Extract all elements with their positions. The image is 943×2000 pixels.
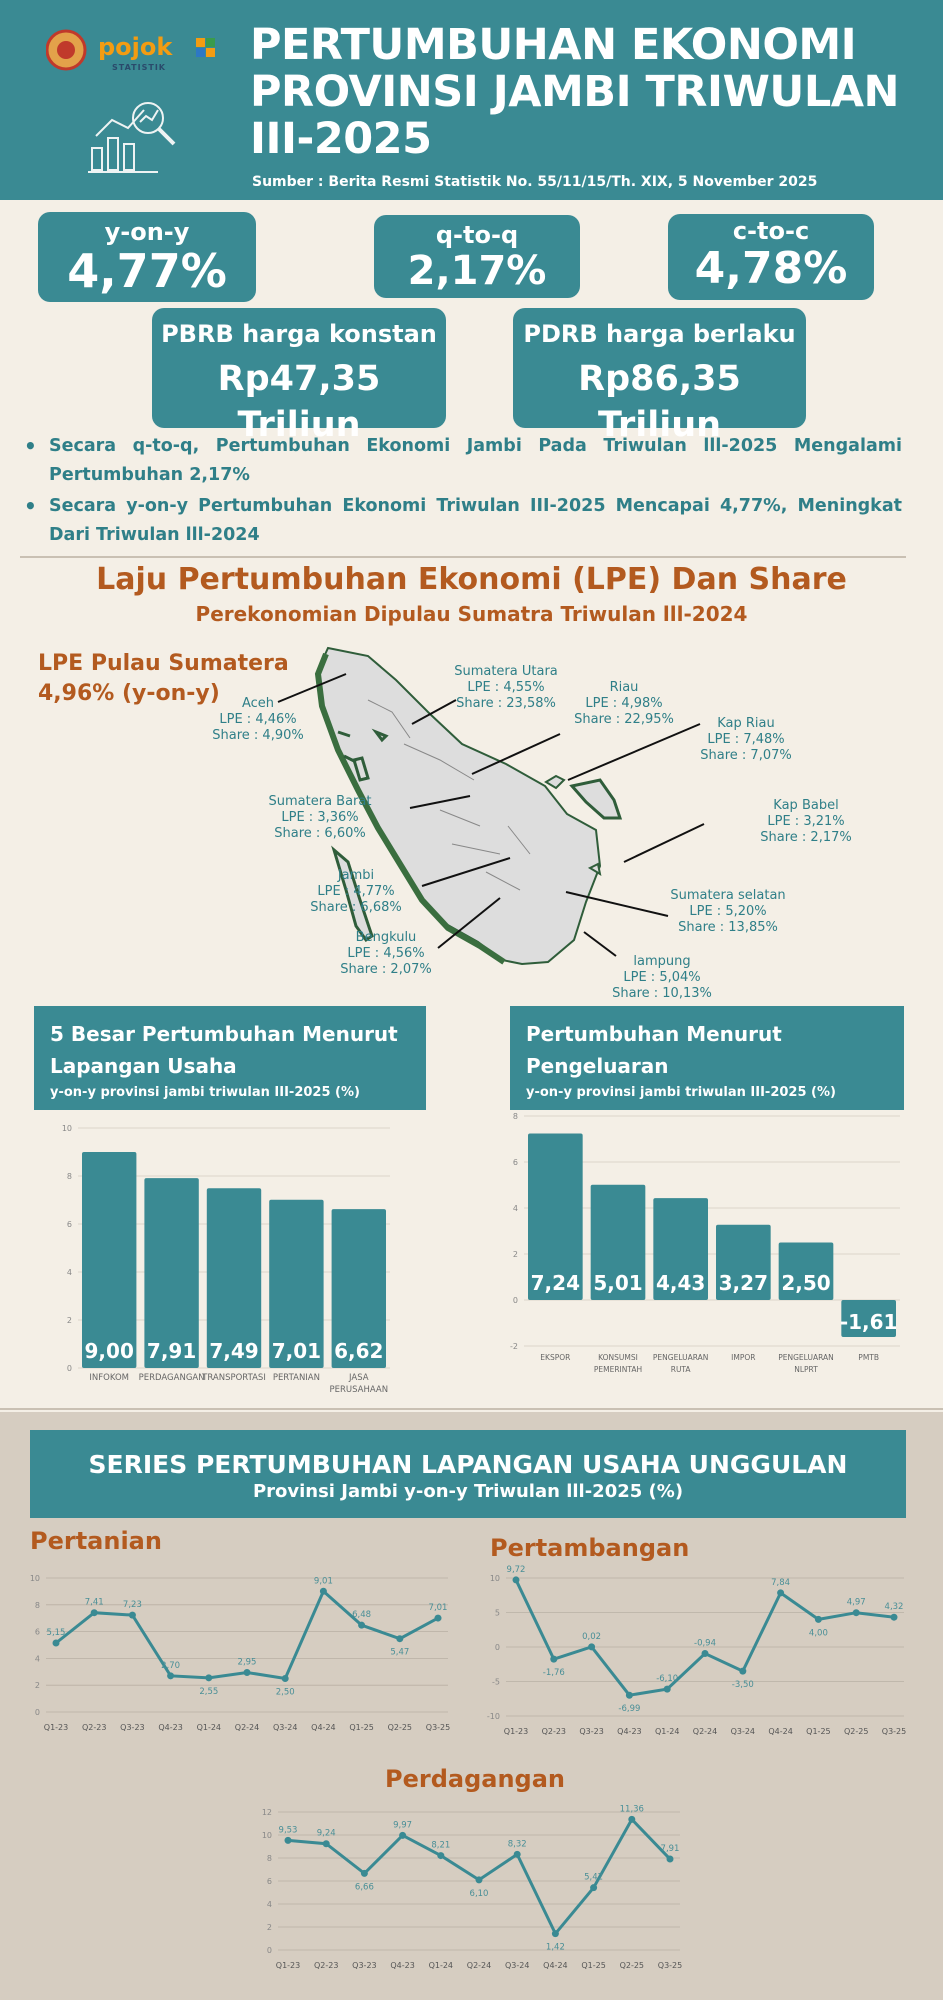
data-label: -6,10 [656,1674,679,1685]
region-riau: Riau LPE : 4,98% Share : 22,95% [574,680,674,727]
y-tick-label: 0 [512,1296,518,1305]
x-category-label: TRANSPORTASI [202,1373,266,1383]
bar-value-label: 5,01 [593,1271,643,1295]
x-tick-label: Q2-24 [234,1723,260,1732]
y-tick-label: 5 [494,1608,500,1618]
perdagangan-title: Perdagangan [385,1765,565,1793]
y-tick-label: 8 [266,1854,272,1863]
x-tick-label: Q1-23 [43,1723,69,1732]
data-label: 4,00 [808,1628,828,1639]
y-tick-label: -5 [492,1677,500,1687]
x-tick-label: Q4-23 [390,1961,415,1970]
data-label: 7,91 [660,1844,680,1855]
x-tick-label: Q3-23 [120,1723,145,1732]
data-point [435,1615,442,1622]
data-label: 1,42 [545,1942,565,1953]
perdagangan-line-chart [260,1800,690,1970]
data-label: 6,66 [354,1882,374,1893]
bar-value-label: 7,49 [209,1339,259,1363]
bar-value-label: 9,00 [84,1339,134,1363]
data-point [777,1589,784,1596]
x-tick-label: Q1-24 [428,1961,454,1970]
stat-pdrb-konstan-label: PBRB harga konstan [161,320,437,348]
data-point [361,1870,368,1877]
x-category-label: PERTANIAN [272,1373,320,1383]
x-category-label: PERUSAHAAN [329,1385,389,1395]
data-point [628,1816,635,1823]
region-bengkulu: Bengkulu LPE : 4,56% Share : 2,07% [340,930,432,977]
y-tick-label: 10 [261,1831,272,1840]
data-point [399,1832,406,1839]
data-point [358,1622,365,1629]
lapangan-box [34,1006,426,1110]
x-tick-label: Q3-24 [504,1961,530,1970]
data-label: 7,84 [771,1577,791,1588]
x-tick-label: Q3-24 [272,1723,298,1732]
data-point [702,1650,709,1657]
series-banner [30,1430,906,1518]
x-category-label: PERDAGANGAN [138,1373,205,1383]
data-point [664,1686,671,1693]
data-point [739,1668,746,1675]
region-sumatera-barat: Sumatera Barat LPE : 3,36% Share : 6,60% [268,794,372,841]
data-point [552,1930,559,1937]
y-tick-label: 4 [34,1654,40,1664]
pertanian-line-chart [28,1560,458,1740]
x-tick-label: Q4-24 [311,1723,336,1732]
x-category-label: EKSPOR [540,1353,571,1362]
pengeluaran-subtitle: y-on-y provinsi jambi triwulan III-2025 (%) [526,1085,836,1100]
x-category-label: PMTB [858,1353,880,1362]
data-point [514,1851,521,1858]
x-tick-label: Q2-24 [692,1727,718,1736]
x-category-label: PENGELUARAN [652,1353,709,1362]
x-tick-label: Q1-23 [275,1961,301,1970]
bps-logo-icon [196,38,215,57]
y-tick-label: 0 [34,1708,40,1717]
y-tick-label: 6 [34,1627,40,1637]
stat-pdrb-konstan [152,308,446,445]
data-label: 2,50 [275,1687,295,1698]
bar-value-label: 7,91 [146,1339,197,1363]
bps-seal-icon [47,31,85,69]
y-tick-label: 2 [66,1316,72,1325]
data-label: 7,23 [122,1600,142,1611]
x-tick-label: Q4-23 [617,1727,642,1736]
x-tick-label: Q1-24 [196,1723,222,1732]
x-tick-label: Q1-23 [503,1727,529,1736]
divider [20,556,906,558]
bar-value-label: -1,61 [839,1310,898,1335]
data-label: 9,24 [316,1828,336,1839]
data-label: 9,72 [506,1564,526,1575]
x-tick-label: Q2-25 [619,1961,645,1970]
data-point [550,1656,557,1663]
data-point [667,1856,674,1863]
y-tick-label: 8 [66,1172,72,1181]
y-tick-label: 8 [512,1112,518,1121]
bar-value-label: 3,27 [718,1271,769,1295]
data-label: 5,42 [584,1872,604,1883]
y-tick-label: 10 [489,1574,500,1583]
x-tick-label: Q1-25 [581,1961,606,1970]
x-tick-label: Q2-25 [843,1727,869,1736]
x-category-label: INFOKOM [89,1373,129,1383]
data-label: 9,01 [313,1576,333,1587]
x-tick-label: Q4-24 [543,1961,568,1970]
x-tick-label: Q2-23 [313,1961,339,1970]
stat-yoy [38,212,256,302]
stat-pdrb-konstan-value: Rp47,35 Triliun [217,359,381,445]
data-point [513,1576,520,1583]
lapangan-title: 5 Besar Pertumbuhan Menurut Lapangan Usaha [50,1022,398,1078]
data-point [588,1643,595,1650]
x-tick-label: Q2-24 [466,1961,492,1970]
x-tick-label: Q1-25 [349,1723,374,1732]
data-point [590,1884,597,1891]
x-tick-label: Q3-23 [352,1961,377,1970]
data-point [53,1639,60,1646]
series-title: SERIES PERTUMBUHAN LAPANGAN USAHA UNGGULAN [88,1450,848,1479]
pengeluaran-title: Pertumbuhan Menurut Pengeluaran [526,1022,782,1078]
pengeluaran-bar-chart [508,1108,904,1378]
stat-qtq [374,215,580,298]
data-point [815,1616,822,1623]
data-label: -0,94 [694,1638,716,1649]
x-category-label: RUTA [670,1365,691,1374]
divider-2 [0,1408,943,1410]
data-point [891,1614,898,1621]
data-label: 4,97 [846,1597,866,1608]
data-point [853,1609,860,1616]
x-category-label: NLPRT [794,1365,818,1374]
data-label: 2,70 [161,1660,181,1671]
data-label: -6,99 [618,1704,641,1715]
x-tick-label: Q3-23 [579,1727,604,1736]
region-sumatera-utara: Sumatera Utara LPE : 4,55% Share : 23,58% [454,664,558,711]
y-tick-label: 0 [66,1364,72,1373]
y-tick-label: 0 [494,1643,500,1652]
y-tick-label: 4 [66,1268,72,1277]
stat-yoy-label: y-on-y [104,218,190,246]
data-point [282,1675,289,1682]
y-tick-label: 6 [266,1877,272,1886]
lapangan-bar-chart [60,1122,400,1402]
data-point [129,1612,136,1619]
x-category-label: JASA [349,1373,369,1383]
x-tick-label: Q4-23 [158,1723,183,1732]
data-label: 5,15 [46,1627,66,1638]
pertambangan-line-chart [484,1560,914,1740]
data-point [320,1588,327,1595]
page-title: PERTUMBUHAN EKONOMI PROVINSI JAMBI TRIWULAN III-2025 [250,20,899,164]
bullet-qtq: • Secara q-to-q, Pertumbuhan Ekonomi Jambi Pada Triwulan lll-2025 Mengalami Pertumbuhan 2,17% [22,432,902,490]
logo-group [46,28,246,74]
bar-value-label: 6,62 [334,1339,384,1363]
data-point [476,1876,483,1883]
data-point [285,1837,292,1844]
y-tick-label: 10 [61,1124,72,1133]
data-point [167,1672,174,1679]
stat-pdrb-berlaku [513,308,806,445]
y-tick-label: 2 [512,1250,518,1259]
x-tick-label: Q3-25 [881,1727,907,1736]
pengeluaran-box [510,1006,904,1110]
data-label: 0,02 [582,1631,602,1642]
data-label: -1,76 [542,1668,565,1679]
analytics-icon [88,96,188,176]
data-point [626,1692,633,1699]
x-tick-label: Q3-25 [425,1723,451,1732]
data-label: 8,21 [431,1840,451,1851]
x-tick-label: Q3-24 [730,1727,756,1736]
region-kap-babel: Kap Babel LPE : 3,21% Share : 2,17% [760,798,852,845]
bar-value-label: 7,01 [271,1339,322,1363]
sumatera-lpe: LPE Pulau Sumatera 4,96% (y-on-y) [38,651,289,706]
x-tick-label: Q4-24 [768,1727,793,1736]
data-label: 2,55 [199,1686,219,1697]
data-point [244,1669,251,1676]
data-point [437,1852,444,1859]
x-category-label: IMPOR [731,1353,756,1362]
data-label: 8,32 [507,1839,527,1850]
lpe-subtitle: Perekonomian Dipulau Sumatra Triwulan lll-2024 [195,602,748,626]
bar [82,1152,136,1368]
y-tick-label: 2 [34,1681,40,1691]
data-label: 11,36 [619,1804,644,1815]
y-tick-label: 6 [512,1158,518,1167]
y-tick-label: 4 [512,1204,518,1213]
lapangan-subtitle: y-on-y provinsi jambi triwulan III-2025 (%) [50,1085,360,1100]
lpe-title: Laju Pertumbuhan Ekonomi (LPE) Dan Share [96,562,847,597]
data-label: 9,97 [393,1820,413,1831]
data-point [396,1635,403,1642]
y-tick-label: 6 [66,1220,72,1229]
data-point [91,1609,98,1616]
summary-bullets [22,432,902,552]
y-tick-label: 10 [29,1574,40,1583]
region-jambi: Jambi LPE : 4,77% Share : 6,68% [310,868,402,915]
pertanian-title: Pertanian [30,1527,162,1555]
y-tick-label: 4 [266,1900,272,1909]
x-tick-label: Q2-23 [541,1727,567,1736]
y-tick-label: 0 [266,1946,272,1955]
data-label: 5,47 [390,1647,410,1658]
x-tick-label: Q3-25 [657,1961,683,1970]
x-tick-label: Q1-24 [654,1727,680,1736]
x-category-label: PEMERINTAH [593,1365,643,1374]
source-text: Sumber : Berita Resmi Statistik No. 55/11/15/Th. XIX, 5 November 2025 [252,174,818,190]
data-label: 6,10 [469,1888,489,1899]
data-label: 7,41 [84,1597,104,1608]
x-tick-label: Q2-23 [81,1723,107,1732]
x-category-label: KONSUMSI [598,1353,638,1362]
y-tick-label: 2 [266,1923,272,1932]
stat-pdrb-berlaku-value: Rp86,35 Triliun [578,359,741,445]
data-label: 6,48 [352,1610,372,1621]
data-point [205,1674,212,1681]
stat-pdrb-berlaku-label: PDRB harga berlaku [523,320,796,348]
stat-ctc-label: c-to-c [732,217,810,245]
data-label: 2,95 [237,1657,257,1668]
logo-subtext: STATISTIK [112,63,166,72]
x-tick-label: Q2-25 [387,1723,413,1732]
y-tick-label: -10 [486,1712,500,1721]
stat-ctc-value: 4,78% [694,243,848,294]
pertambangan-title: Pertambangan [490,1534,690,1562]
y-tick-label: 12 [261,1808,272,1817]
x-category-label: PENGELUARAN [778,1353,834,1362]
series-subtitle: Provinsi Jambi y-on-y Triwulan lll-2025 (%) [252,1481,684,1502]
data-point [323,1840,330,1847]
stat-qtq-value: 2,17% [407,248,547,294]
stat-yoy-value: 4,77% [67,244,227,298]
data-label: 7,01 [428,1603,448,1614]
logo-text: pojok [98,33,173,61]
data-label: -3,50 [731,1680,754,1691]
bar-value-label: 7,24 [530,1271,581,1295]
bar-value-label: 4,43 [655,1271,706,1295]
bar-value-label: 2,50 [781,1271,831,1295]
region-lampung: lampung LPE : 5,04% Share : 10,13% [612,954,712,1001]
x-tick-label: Q1-25 [806,1727,831,1736]
bullet-yoy: • Secara y-on-y Pertumbuhan Ekonomi Triwulan III-2025 Mencapai 4,77%, Meningkat Dari Triwulan lll-2024 [22,492,902,550]
region-kap-riau: Kap Riau LPE : 7,48% Share : 7,07% [700,716,792,763]
stat-ctc [668,214,874,300]
region-aceh: Aceh LPE : 4,46% Share : 4,90% [212,696,304,743]
y-tick-label: 8 [34,1600,40,1610]
data-label: 9,53 [278,1825,298,1836]
data-label: 4,32 [884,1602,904,1613]
y-tick-label: -2 [510,1342,518,1351]
region-sumatera-selatan: Sumatera selatan LPE : 5,20% Share : 13,85% [670,888,786,935]
stat-qtq-label: q-to-q [435,221,519,249]
